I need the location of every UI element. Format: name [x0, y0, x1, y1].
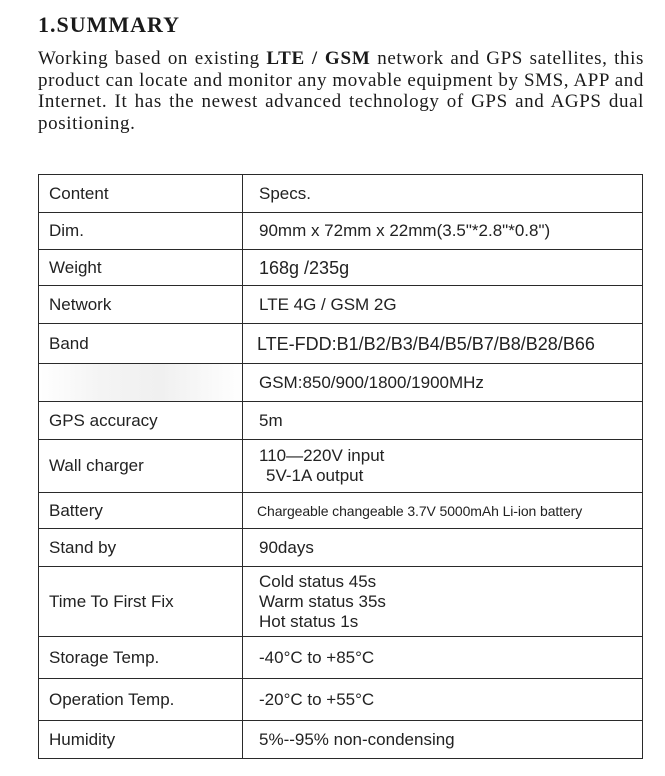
table-row	[39, 440, 643, 493]
row-value-weight: 168g /235g	[243, 250, 643, 286]
row-label-storage-temp: Storage Temp.	[39, 637, 243, 679]
table-row	[39, 286, 643, 324]
table-row	[39, 567, 643, 637]
wall-charger-output: 5V-1A output	[266, 466, 364, 485]
table-row	[39, 721, 643, 759]
row-value-band-gsm: GSM:850/900/1800/1900MHz	[243, 364, 643, 402]
ttff-cold: Cold status 45s	[259, 571, 377, 591]
ttff-warm: Warm status 35s	[259, 591, 386, 611]
row-value-ttff	[243, 567, 643, 637]
row-value-humidity: 5%--95% non-condensing	[243, 721, 643, 759]
row-label-battery: Battery	[39, 493, 243, 529]
row-label-weight: Weight	[39, 250, 243, 286]
table-row	[39, 493, 643, 529]
header-content: Content	[39, 175, 243, 213]
table-row	[39, 529, 643, 567]
ttff-hot: Hot status 1s	[259, 611, 359, 631]
row-label-dim: Dim.	[39, 213, 243, 250]
table-header-row	[39, 175, 643, 213]
row-value-band: LTE-FDD:B1/B2/B3/B4/B5/B7/B8/B28/B66	[243, 324, 643, 364]
row-value-gps-accuracy: 5m	[243, 402, 643, 440]
row-value-operation-temp: -20°C to +55°C	[243, 679, 643, 721]
row-label-band: Band	[39, 324, 243, 364]
table-row	[39, 679, 643, 721]
row-label-ttff: Time To First Fix	[39, 567, 243, 637]
specs-table	[38, 174, 643, 759]
intro-paragraph	[38, 48, 644, 134]
header-specs: Specs.	[243, 175, 643, 213]
row-value-battery: Chargeable changeable 3.7V 5000mAh Li-ion battery	[243, 493, 643, 529]
row-label-wall-charger: Wall charger	[39, 440, 243, 493]
row-value-standby: 90days	[243, 529, 643, 567]
row-value-network: LTE 4G / GSM 2G	[243, 286, 643, 324]
row-label-standby: Stand by	[39, 529, 243, 567]
row-label-gps-accuracy: GPS accuracy	[39, 402, 243, 440]
row-label-network: Network	[39, 286, 243, 324]
table-row	[39, 637, 643, 679]
table-row	[39, 324, 643, 364]
table-row	[39, 402, 643, 440]
row-label-operation-temp: Operation Temp.	[39, 679, 243, 721]
row-value-dim: 90mm x 72mm x 22mm(3.5"*2.8"*0.8")	[243, 213, 643, 250]
table-row	[39, 250, 643, 286]
wall-charger-input: 110—220V input	[259, 446, 385, 465]
row-label-band-gsm	[39, 364, 243, 402]
table-row	[39, 213, 643, 250]
row-value-storage-temp: -40°C to +85°C	[243, 637, 643, 679]
intro-network-highlight: LTE / GSM	[266, 48, 371, 69]
row-value-wall-charger	[243, 440, 643, 493]
intro-text-end: network and GPS satellites, this product can locate and monitor any movable equipment by SMS, APP and Internet. It has the newest advanced technology of GPS and AGPS dual positioning.	[38, 48, 644, 134]
row-label-humidity: Humidity	[39, 721, 243, 759]
intro-text-start: Working based on existing	[38, 48, 267, 69]
table-row	[39, 364, 643, 402]
section-title: 1.SUMMARY	[38, 12, 181, 37]
